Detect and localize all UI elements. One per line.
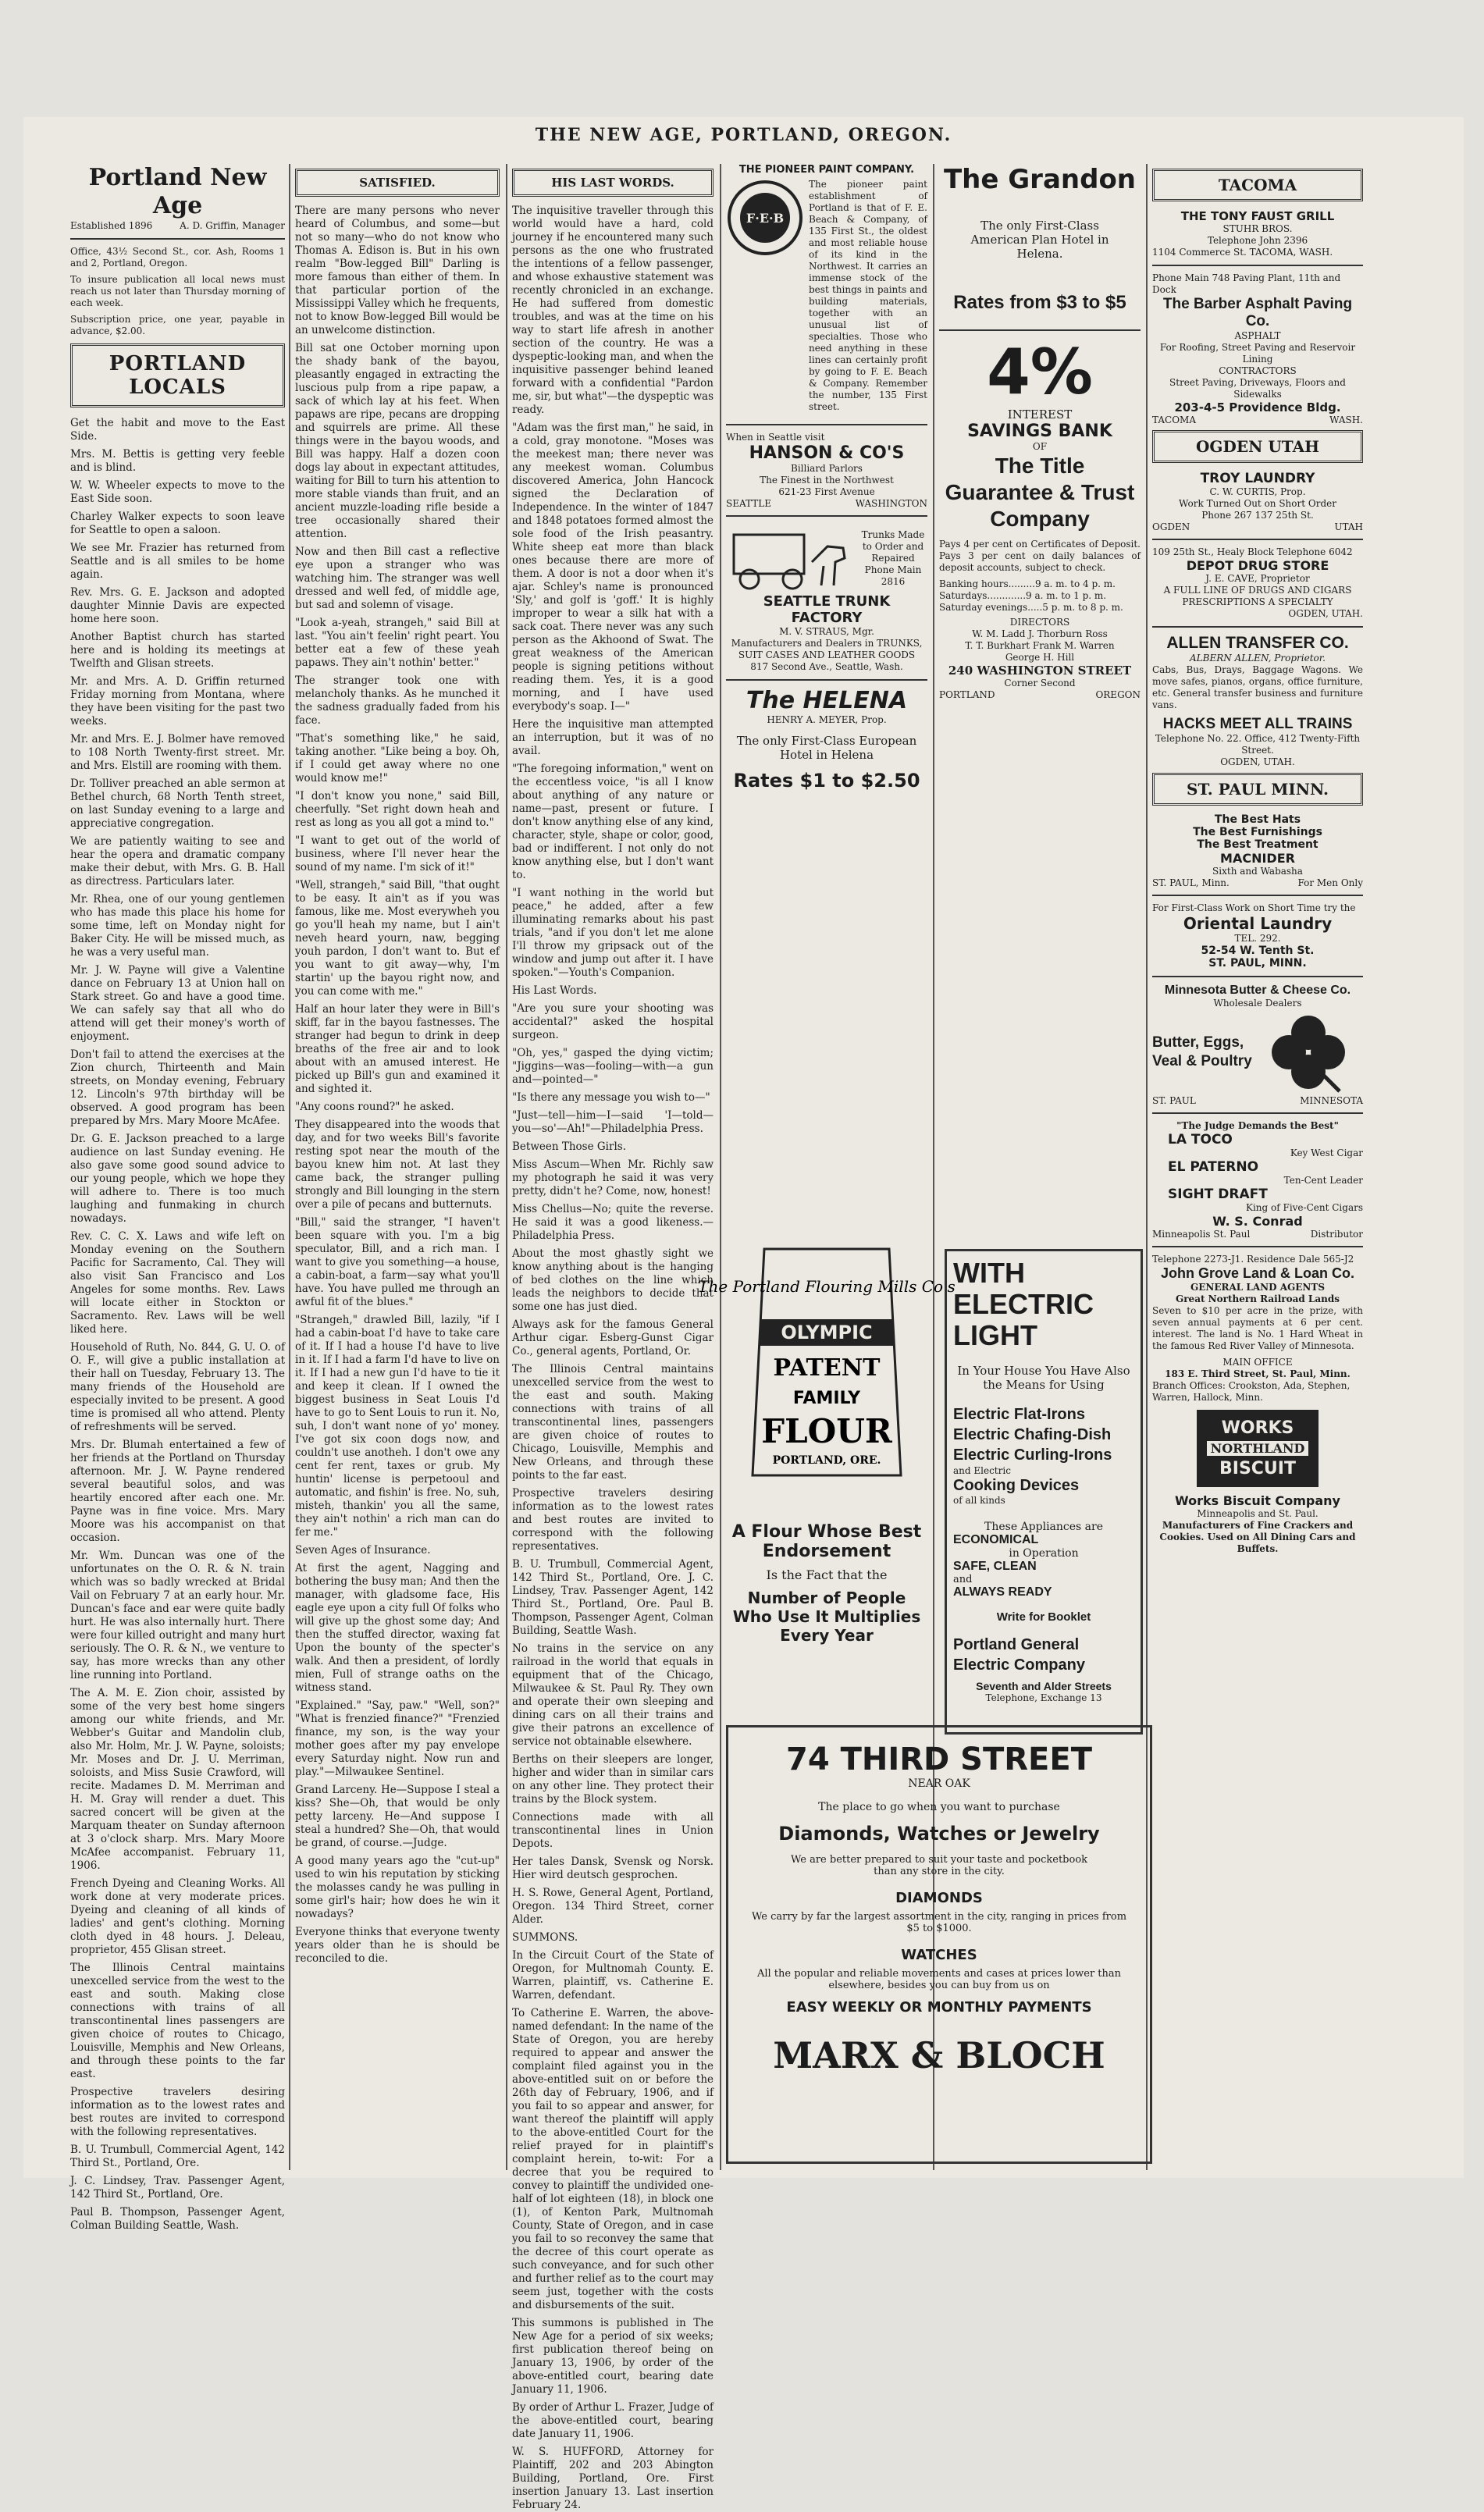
- minneapolis: Minneapolis St. Paul: [1152, 1229, 1251, 1240]
- marx-diamonds: DIAMONDS: [895, 1890, 983, 1906]
- mn-butter: Minnesota Butter & Cheese Co.: [1164, 984, 1351, 997]
- macnider: MACNIDER: [1220, 851, 1295, 866]
- paragraph: "Are you sure your shooting was accidental?" asked the hospital surgeon.: [512, 1002, 714, 1041]
- directors: DIRECTORS: [1009, 617, 1070, 628]
- elec-op: in Operation: [1009, 1547, 1079, 1560]
- city: PORTLAND: [939, 689, 995, 700]
- paragraph: "Strangeh," drawled Bill, lazily, "if I had a cabin-boat I'd have to take care of it. If I had a house I'd have to live in it. If I had a farm I'd have to live on it. If I had a new gun I'd have to tie it and keep it clean. If I owned the biggest business in Seat Louis I'd have to go to Sent Louis to run it. No, suh, I don't want none of yo' money. I've got six coon dogs now, and couldn't use anotheh. I don't owe any cent fer rent, taxes or grub. My huntin' license is perpetooul and automatic, and fishin' is free. No, suh, misteh, thankin' you all the same, they ain't nothin' a rich man can do fer me.": [295, 1314, 500, 1539]
- grove: John Grove Land & Loan Co.: [1160, 1265, 1354, 1281]
- trunk-factory: SEATTLE TRUNK FACTORY: [763, 593, 891, 626]
- grove-address: 183 E. Third Street, St. Paul, Minn.: [1165, 1368, 1351, 1379]
- insure-note: To insure publication all local news must reach us not later than Thursday morning of each week.: [70, 274, 285, 308]
- paragraph: Always ask for the famous General Arthur cigar. Esberg-Gunst Cigar Co., general agents, Portland, Or.: [512, 1318, 714, 1357]
- newspaper-page: [23, 117, 1464, 2511]
- paragraph: No trains in the service on any railroad in the world that equals in equipment that of the Chicago, Milwaukee & St. Paul Ry. They own and operate their own sleeping and dining cars on all their trains and give their patrons an excellence of service not obtainable elsewhere.: [512, 1642, 714, 1748]
- helena-prop: HENRY A. MEYER, Prop.: [767, 714, 887, 725]
- story-heading: SATISFIED.: [295, 169, 500, 197]
- paragraph: Prospective travelers desiring information as to the lowest rates and best routes are invited to correspond with the following representatives.: [70, 2086, 285, 2138]
- paragraph: Grand Larceny. He—Suppose I steal a kiss? She—Oh, that would be only petty larceny. He—And suppose I steal a hundred? She—Oh, that would be grand, of course.—Judge.: [295, 1784, 500, 1849]
- works-city: Minneapolis and St. Paul.: [1197, 1508, 1319, 1519]
- paragraph: The inquisitive traveller through this world would have a hard, cold journey if he encountered many such persons as the one who frustrated the intentions of a fellow passenger, and whose exhaustive statement was recently chronicled in an exchange. He had suffered from domestic troubles, and was at the time on his way to start life afresh in another section of the country. He was a dyspeptic-looking man, and when the inquisitive passenger behind leaned forward with a confidential "Pardon me, sir, but what"—the dyspeptic was ready.: [512, 205, 714, 416]
- paragraph: Paul B. Thompson, Passenger Agent, Colman Building Seattle, Wash.: [70, 2206, 285, 2232]
- director: George H. Hill: [1005, 652, 1075, 663]
- trunk-desc: Manufacturers and Dealers in TRUNKS, SUIT CASES AND LEATHER GOODS: [731, 638, 923, 660]
- locals-body: [70, 417, 285, 2233]
- trunks-note: Trunks Made to Order and Repaired: [861, 528, 925, 564]
- sixth: Sixth and Wabasha: [1212, 866, 1303, 877]
- elec-ready: ALWAYS READY: [953, 1585, 1052, 1599]
- paragraph: Half an hour later they were in Bill's skiff, far in the bayou fastnesses. The stranger had begun to drink in deep breaths of the free air and to look about with an amused interest. He picked up Bill's gun and examined it and sighted it.: [295, 1003, 500, 1095]
- column-ads-3: [1152, 164, 1363, 2170]
- state: MINNESOTA: [1300, 1095, 1363, 1106]
- helena-name: The HELENA: [746, 687, 908, 714]
- paragraph: Connections made with all transcontinental lines in Union Depots.: [512, 1811, 714, 1850]
- hanson-name: HANSON & CO'S: [749, 443, 905, 463]
- paragraph: "Look a-yeah, strangeh," said Bill at last. "You ain't feelin' right peart. You better eat a few of these yeah papaws. They ain't nothin' better.": [295, 617, 500, 669]
- city: ST. PAUL, Minn.: [1152, 877, 1230, 888]
- paragraph: Get the habit and move to the East Side.: [70, 417, 285, 443]
- paragraph: "Any coons round?" he asked.: [295, 1101, 454, 1113]
- grove-tel: Telephone 2273-J1. Residence Dale 565-J2: [1152, 1254, 1354, 1265]
- main-office: MAIN OFFICE: [1222, 1357, 1293, 1368]
- depot-city: OGDEN, UTAH.: [1288, 608, 1363, 619]
- column-ads-2: [939, 164, 1141, 1389]
- conrad: W. S. Conrad: [1212, 1214, 1303, 1229]
- paragraph: B. U. Trumbull, Commercial Agent, 142 Third St., Portland, Ore.: [70, 2144, 285, 2169]
- paragraph: About the most ghastly sight we know anything about is the hanging of bed clothes on the line which leads the neighbors to decide that some one has just died.: [512, 1247, 714, 1313]
- paragraph: Here the inquisitive man attempted an interruption, but it was of no avail.: [512, 718, 714, 757]
- paragraph: They disappeared into the woods that day, and for two weeks Bill's favorite resting spot near the mouth of the bayou knew him not. At last they came back, the stranger pulling strongly and Bill lounging in the stern over a pile of pecans and butternuts.: [295, 1119, 500, 1211]
- marx-name: MARX & BLOCH: [773, 2034, 1105, 2076]
- paragraph: Dr. G. E. Jackson preached to a large audience on last Sunday evening. He also gave some good sound advice to our young people, which we hope they will adhere to. There is too much laughing and funmaking in church nowadays.: [70, 1133, 285, 1225]
- paragraph: Miss Ascum—When Mr. Richly saw my photograph he said it was very pretty, didn't he? Come, now, honest!: [512, 1158, 714, 1197]
- subscription: Subscription price, one year, payable in advance, $2.00.: [70, 314, 285, 336]
- paragraph: W. S. HUFFORD, Attorney for Plaintiff, 202 and 203 Abington Building, Portland, Ore. First insertion January 13. Last insertion February 24.: [512, 2446, 714, 2511]
- paragraph: "I want to get out of the world of business, where I'll never hear the sound of my name. I'm sick of it!": [295, 834, 500, 874]
- latoco: LA TOCO: [1168, 1132, 1233, 1147]
- works-co: Works Biscuit Company: [1175, 1493, 1340, 1508]
- branch: Branch Offices: Crookston, Ada, Stephen, Warren, Hallock, Minn.: [1152, 1380, 1351, 1403]
- paragraph: Berths on their sleepers are longer, higher and wider than in similar cars on any other line. They protect their trains by the Block system.: [512, 1753, 714, 1806]
- works: WORKS: [1221, 1418, 1294, 1438]
- paragraph: "Explained." "Say, paw." "Well, son?" "What is frenzied finance?" "Frenzied finance, my son, is the way your mother goes after my pay envelope every Saturday night. Now run and play."—Milwaukee Sentinel.: [295, 1699, 500, 1778]
- wholesale: Wholesale Dealers: [1213, 998, 1302, 1009]
- helena-desc: The only First-Class European Hotel in Helena: [736, 734, 917, 762]
- elec-kinds: of all kinds: [953, 1495, 1005, 1506]
- elec-and: and Electric: [953, 1465, 1011, 1476]
- distributor: Distributor: [1310, 1229, 1363, 1240]
- paragraph: The Illinois Central maintains unexcelled service from the west to the east and south. Making connections with trains of all transcontinental lines, passengers are given choice of routes to Chicago, Louisville, Memphis and New Orleans, and through these points to the far east.: [512, 1363, 714, 1482]
- hours2: Saturdays.............9 a. m. to 1 p. m.: [939, 590, 1107, 601]
- column-satisfied: [295, 164, 500, 2170]
- elec-cook: Cooking Devices: [953, 1477, 1080, 1494]
- elec-write: Write for Booklet: [996, 1610, 1091, 1624]
- sight: SIGHT DRAFT: [1168, 1187, 1268, 1202]
- paragraph: Now and then Bill cast a reflective eye upon a stranger who was watching him. The stranger was well dressed and well fed, of middle age, but sad and solemn of visage.: [295, 546, 500, 611]
- paragraph: Household of Ruth, No. 844, G. U. O. of O. F., will give a public installation at their hall on Tuesday, February 13. The many friends of the Household are especially invited to be present. A good time is promised all who attend. Plenty of refreshments will be served.: [70, 1341, 285, 1433]
- grandon-rates: Rates from $3 to $5: [953, 292, 1126, 313]
- paragraph: By order of Arthur L. Frazer, Judge of the above-entitled court, bearing date January 11, 1906.: [512, 2401, 714, 2440]
- barber-desc: For Roofing, Street Paving and Reservoir Lining: [1159, 342, 1356, 365]
- grandon-desc: The only First-Class American Plan Hotel in Helena.: [970, 219, 1109, 261]
- allen-prop: ALBERN ALLEN, Proprietor.: [1190, 653, 1326, 664]
- story-body: [295, 205, 500, 1966]
- paragraph: Mr. J. W. Payne will give a Valentine dance on February 13 at Union hall on Stark street. Go and have a good time. We can safely say that all who do attend will get their money's worth of enjoyment.: [70, 964, 285, 1043]
- great-northern: Great Northern Railroad Lands: [1175, 1293, 1340, 1304]
- paragraph: "I want nothing in the world but peace," he added, after a few illuminating remarks about his past trials, "and if you don't let me alone I'll throw my gripsack out of the window and jump out after it. I have spoken."—Youth's Companion.: [512, 887, 714, 979]
- troy-phone: Phone 267 137 25th St.: [1201, 510, 1314, 521]
- hours1: Banking hours.........9 a. m. to 4 p. m.: [939, 578, 1116, 589]
- trunk-phone: Phone Main 2816: [864, 564, 922, 587]
- hacks: HACKS MEET ALL TRAINS: [1162, 716, 1353, 732]
- paragraph: This summons is published in The New Age for a period of six weeks; first publication thereof being on January 13, 1906, by order of the above-entitled court, bearing date January 11, 1906.: [512, 2317, 714, 2396]
- marx-watches: WATCHES: [901, 1947, 977, 1963]
- formen: For Men Only: [1297, 877, 1363, 888]
- depot-desc: A FULL LINE OF DRUGS AND CIGARS: [1163, 585, 1352, 596]
- flour-tagline: [726, 1522, 927, 1645]
- paragraph: "Oh, yes," gasped the dying victim; "Jiggins—was—fooling—with—a gun and—pointed—": [512, 1047, 714, 1086]
- grandon-name: The Grandon: [943, 164, 1137, 195]
- flour-mill: The Portland Flouring Mills Co's: [698, 1277, 956, 1296]
- paragraph: "The foregoing information," went on the eccentless voice, "is all I know about anything of any nature or name—past, present or future. I don't know anything else of any kind, character, style, shape or color, good, bad or indifferent. I not only do not know anything else, but I don't want to.: [512, 763, 714, 881]
- marx-near: NEAR OAK: [908, 1777, 970, 1790]
- bank-address: 240 WASHINGTON STREET: [948, 664, 1132, 678]
- finest: The Finest in the Northwest: [760, 475, 894, 486]
- paragraph: Seven Ages of Insurance.: [295, 1544, 431, 1557]
- northland: NORTHLAND: [1207, 1441, 1308, 1456]
- paint-text: The pioneer paint establishment of Portland is that of F. E. Beach & Company, of 135 First St., the oldest and most reliable house of its kind in the Northwest. It carries an immense stock of the best things in paints and building materials, together with an unusual list of specialties. Those who need anything in these lines can certainly profit by going to F. E. Beach & Company. Remember the number, 135 First street.: [809, 179, 927, 412]
- paragraph: "Bill," said the stranger, "I haven't been square with you. I'm a big speculator, Bill, and a rich man. I want to give you something—a house, a cabin-boat, a farm—say what you'll have. You have pulled me through an awful fit of the blues.": [295, 1216, 500, 1308]
- state: WASH.: [1329, 415, 1363, 425]
- faust: THE TONY FAUST GRILL: [1180, 209, 1335, 223]
- paragraph: J. C. Lindsey, Trav. Passenger Agent, 142 Third St., Portland, Ore.: [70, 2175, 285, 2201]
- depot-spec: PRESCRIPTIONS A SPECIALTY: [1182, 596, 1333, 607]
- column-portland-locals: [70, 164, 285, 2232]
- allen: ALLEN TRANSFER CO.: [1166, 634, 1349, 652]
- flour-ad: [698, 1233, 956, 1546]
- troy: TROY LAUNDRY: [1200, 471, 1315, 486]
- tacoma-heading: TACOMA: [1152, 169, 1363, 201]
- depot-prop: J. E. CAVE, Proprietor: [1205, 573, 1310, 584]
- paragraph: Prospective travelers desiring information as to the lowest rates and best routes are invited to correspond with the following representatives.: [512, 1487, 714, 1553]
- elec-tel: Telephone, Exchange 13: [985, 1692, 1102, 1703]
- paragraph: Mr. Wm. Duncan was one of the unfortunates on the O. R. & N. train which was so badly wrecked at Bridal Vail on February 7 at an early hour. Mr. Duncan's face and ear were quite badly hurt. He was also internally hurt. There were four killed outright and many hurt seriously. The O. R. & N., we venture to say, has more wrecks than any other line running into Portland.: [70, 1550, 285, 1681]
- hours3: Saturday evenings.....5 p. m. to 8 p. m.: [939, 602, 1123, 613]
- works-desc: Manufacturers of Fine Crackers and Cookies. Used on All Dining Cars and Buffets.: [1159, 1520, 1356, 1554]
- grove-desc: Seven to $10 per acre in the prize, with seven annual payments at 6 per cent. interest. The land is No. 1 Hard Wheat in the famous Red River Valley of Minnesota.: [1152, 1305, 1363, 1351]
- paragraph: Another Baptist church has started here and is holding its meetings at Twelfth and Glisan streets.: [70, 631, 285, 670]
- paragraph: Miss Chellus—No; quite the reverse. He said it was a good likeness.—Philadelphia Press.: [512, 1203, 714, 1242]
- elec-address: Seventh and Alder Streets: [976, 1680, 1112, 1692]
- paragraph: Charley Walker expects to soon leave for Seattle to open a saloon.: [70, 511, 285, 536]
- tencent: Ten-Cent Leader: [1283, 1175, 1363, 1186]
- tel-john: Telephone John 2396: [1207, 235, 1308, 246]
- svg-text:F·E·B: F·E·B: [746, 211, 785, 226]
- bank-corner: Corner Second: [1004, 678, 1076, 688]
- oriental-city: ST. PAUL, MINN.: [1208, 957, 1307, 970]
- trunk-address: 817 Second Ave., Seattle, Wash.: [750, 661, 903, 672]
- best-treat: The Best Treatment: [1197, 838, 1319, 851]
- oriental-address: 52-54 W. Tenth St.: [1201, 945, 1315, 957]
- masthead: THE NEW AGE, PORTLAND, OREGON.: [535, 125, 952, 145]
- paragraph: H. S. Rowe, General Agent, Portland, Oregon. 134 Third Street, corner Alder.: [512, 1887, 714, 1926]
- savings-bank: SAVINGS BANK: [967, 422, 1112, 441]
- troy-desc: Work Turned Out on Short Order: [1179, 498, 1336, 509]
- paragraph: The A. M. E. Zion choir, assisted by some of the very best home singers among our white friends, and Mr. Webber's Guitar and Mandolin club, also Mr. Holm, Mr. J. W. Payne, soloists; Mr. Moses and Dr. J. U. Merriman, soloists, and Miss Susie Crawford, will recite. Madames D. M. Merriman and H. M. Gray will render a duet. This sacred concert will be given at the Marquam theater on Sunday afternoon at 3 o'clock sharp. Mrs. Mary Moore McAfee accompanist. February 11, 1906.: [70, 1687, 285, 1872]
- paragraph: "Is there any message you wish to—": [512, 1091, 710, 1104]
- trunk-manager: M. V. STRAUS, Mgr.: [779, 626, 874, 637]
- elec-items: Electric Flat-Irons Electric Chafing-Dish Electric Curling-Irons: [953, 1406, 1112, 1464]
- asphalt: ASPHALT: [1234, 330, 1281, 341]
- locals-heading: PORTLAND LOCALS: [70, 343, 285, 407]
- paragraph: SUMMONS.: [512, 1931, 578, 1944]
- contractors: CONTRACTORS: [1219, 365, 1297, 376]
- electric-ad: [945, 1249, 1143, 1735]
- best-furn: The Best Furnishings: [1193, 826, 1322, 838]
- febco-logo-icon: [726, 179, 804, 257]
- of: OF: [1032, 441, 1048, 452]
- billiard: Billiard Parlors: [791, 463, 863, 474]
- elec-econ: ECONOMICAL: [953, 1533, 1039, 1546]
- flour-sack-icon: [698, 1233, 956, 1491]
- interest: INTEREST: [1007, 407, 1073, 422]
- director: W. M. Ladd J. Thorburn Ross: [972, 628, 1108, 639]
- established: Established 1896: [70, 220, 153, 231]
- paragraph: We see Mr. Frazier has returned from Seattle and is all smiles to be home again.: [70, 542, 285, 581]
- office: Office, 43½ Second St., cor. Ash, Rooms 1 and 2, Portland, Oregon.: [70, 246, 285, 269]
- seattle-visit: When in Seattle visit: [726, 432, 825, 443]
- paragraph: In the Circuit Court of the State of Oregon, for Multnomah County. E. Warren, plaintiff, vs. Catherine E. Warren, defendant.: [512, 1949, 714, 2001]
- paragraph: There are many persons who never heard of Columbus, and some—but not so many—who do not know who Thomas A. Edison is. But in his own realm "Bow-legged Bill" Darling is more famous than either of them. In that particular portion of the Mississippi Valley which he frequents, not to know Bow-legged Bill would be an unwelcome distinction.: [295, 205, 500, 336]
- troy-prop: C. W. CURTIS, Prop.: [1209, 486, 1306, 497]
- director: T. T. Burkhart Frank M. Warren: [965, 640, 1115, 651]
- elec-head: WITH ELECTRIC LIGHT: [953, 1257, 1094, 1351]
- helena-rates: Rates $1 to $2.50: [733, 770, 920, 792]
- paragraph: "I don't know you none," said Bill, cheerfully. "Set right down heah and rest as long as you all got a mind to.": [295, 790, 500, 829]
- paragraph: Bill sat one October morning upon the shady bank of the bayou, pleasantly engaged in extracting the luscious pulp from a ripe papaw, a sack of which lay at his feet. When papaws are ripe, pecans are dropping and squirrels are prime. All these things were in the bayou woods, and Bill was happy. Half a dozen coon dogs lay about in expectant attitudes, waiting for Bill to turn his attention to more stable viands than fruit, and an ancient muzzle-loading rifle beside a tree occasionally shared their attention.: [295, 342, 500, 540]
- barber-phone: Phone Main 748 Paving Plant, 11th and Dock: [1152, 272, 1341, 295]
- marx-diamonds-head: Diamonds, Watches or Jewelry: [778, 1823, 1100, 1845]
- marx-better: We are better prepared to suit your taste and pocketbook than any store in the city.: [790, 1854, 1088, 1877]
- city: TACOMA: [1152, 415, 1196, 425]
- city: OGDEN: [1152, 521, 1190, 532]
- paragraph: Everyone thinks that everyone twenty years older than he is should be reconciled to die.: [295, 1926, 500, 1965]
- bank-desc: Pays 4 per cent on Certificates of Deposit. Pays 3 per cent on daily balances of deposit accounts, subject to check.: [939, 539, 1141, 573]
- paragraph: Her tales Dansk, Svensk og Norsk. Hier wird deutsch gesprochen.: [512, 1856, 714, 1881]
- paragraph: "Adam was the first man," he said, in a cold, gray monotone. "Moses was the meekest man; there never was any meekest woman. Columbus discovered America, John Hancock signed the Declaration of Independence. In the winter of 1847 and 1848 potatoes formed almost the sole food of the Irish peasantry. White sheep eat more than black ones because there are more of them. A door is not a door when it's ajar. Schley's name is pronounced 'Sly,' and golf is 'goff.' It is highly improper to wear a silk hat with a sack coat. There never was any such person as the Akhoond of Swat. The great weakness of the American people is signing petitions without reading them. Yes, it is a good morning, and I have used everybody's soap. I—": [512, 422, 714, 713]
- paint-heading: THE PIONEER PAINT COMPANY.: [738, 164, 915, 176]
- depot: DEPOT DRUG STORE: [1186, 558, 1329, 573]
- marx-bloch-ad: [726, 1725, 1152, 2164]
- oriental: Oriental Laundry: [1183, 914, 1333, 933]
- city: ST. PAUL: [1152, 1095, 1196, 1106]
- barber-desc2: Street Paving, Driveways, Floors and Sidewalks: [1169, 377, 1346, 400]
- barber-address: 203-4-5 Providence Bldg.: [1174, 400, 1341, 415]
- state: WASHINGTON: [855, 498, 927, 509]
- paragraph: B. U. Trumbull, Commercial Agent, 142 Third St., Portland, Ore. J. C. Lindsey, Trav. Passenger Agent, 142 Third St., Portland, Ore. Paul B. Thompson, Passenger Agent, Colman Building, Seattle Wash.: [512, 1558, 714, 1637]
- paragraph: Rev. C. C. X. Laws and wife left on Monday evening on the Southern Pacific for Sacramento, Cal. They will also visit San Francisco and Los Angeles for some months. Rev. Laws will locate either in Stockton or Sacramento. Rev. Laws will be well liked here.: [70, 1230, 285, 1336]
- paterno: EL PATERNO: [1168, 1159, 1259, 1175]
- paragraph: To Catherine E. Warren, the above-named defendant: In the name of the State of Oregon, you are hereby required to appear and answer the complaint filed against you in the above-entitled suit on or before the 26th day of February, 1906, and if you fail to so appear and answer, for want thereof the plaintiff will apply to the above-entitled Court for the relief prayed for in plaintiff's complaint herein, to-wit: For a decree that you be required to convey to plaintiff the undivided one-half of lot eighteen (18), in block one (1), of Kenton Park, Multnomah County, State of Oregon, and in case you fail to so reconvey the same that the decree of this court operate as such conveyance, and for such other and further relief as to the court may seem just, together with the costs and disbursements of the suit.: [512, 2007, 714, 2311]
- firstclass: For First-Class Work on Short Time try the: [1152, 902, 1356, 913]
- paragraph: Mr. Rhea, one of our young gentlemen who has made this place his home for some time, left on Monday night for Baker City. He will be missed much, as he was a very useful man.: [70, 893, 285, 959]
- paragraph: "Just—tell—him—I—said 'I—told—you—so'—Ah!"—Philadelphia Press.: [512, 1109, 714, 1135]
- interest-pct: 4%: [987, 336, 1093, 408]
- story-body: [512, 205, 714, 2512]
- stuhr: STUHR BROS.: [1222, 223, 1293, 234]
- keywest: Key West Cigar: [1290, 1147, 1363, 1158]
- stpaul-heading: ST. PAUL MINN.: [1152, 773, 1363, 806]
- butter-items: Butter, Eggs, Veal & Poultry: [1152, 1034, 1252, 1069]
- flour-patent: PATENT: [773, 1354, 881, 1382]
- paragraph: A good many years ago the "cut-up" used to win his reputation by sticking the molasses candy he was pulling in some girl's hair; how does he win it nowadays?: [295, 1855, 500, 1920]
- paragraph: The stranger took one with melancholy thanks. As he munched it the sadness gradually faded from his face.: [295, 674, 500, 727]
- flour-city: PORTLAND, ORE.: [772, 1454, 881, 1467]
- paragraph: Mr. and Mrs. E. J. Bolmer have removed to 108 North Twenty-first street. Mr. and Mrs. Elstill are rooming with them.: [70, 733, 285, 772]
- paragraph: Dr. Tolliver preached an able sermon at Bethel church, 68 North Tenth street, on last Sunday evening to a large and appreciative congregation.: [70, 777, 285, 830]
- column-rule: [289, 164, 290, 2170]
- paragraph: We are patiently waiting to see and hear the opera and dramatic company make their debut, with Mrs. G. B. Hall as directress. Particulars later.: [70, 835, 285, 888]
- paragraph: "That's something like," he said, taking another. "Like being a boy. Oh, if I could get away where no one would know me!": [295, 732, 500, 785]
- story-heading: HIS LAST WORDS.: [512, 169, 714, 197]
- marx-all-pop: All the popular and reliable movements and cases at prices lower than elsewhere, besides you can buy from us on: [756, 1968, 1122, 1991]
- newspaper-title: Portland New Age: [88, 164, 267, 219]
- horse-wagon-icon: [726, 523, 859, 593]
- state: UTAH: [1334, 521, 1363, 532]
- column-his-last-words: [512, 164, 714, 2511]
- paragraph: The Illinois Central maintains unexcelled service from the west to the east and south. Making close connections with trains of all transcontinental lines passengers are given choice of routes to Chicago, Louisville, Memphis and New Orleans, and through these points to the far east.: [70, 1962, 285, 2080]
- marx-easy: EASY WEEKLY OR MONTHLY PAYMENTS: [786, 1999, 1092, 2016]
- best-hats: The Best Hats: [1214, 813, 1301, 826]
- marx-street: 74 THIRD STREET: [786, 1742, 1092, 1777]
- elec-safe: SAFE, CLEAN: [953, 1560, 1037, 1573]
- paragraph: Don't fail to attend the exercises at the Zion church, Thirteenth and Main streets, on Monday evening, February 12. Lincoln's 97th birthday will be observed. A good program has been prepared by Mrs. Mary Moore McAfee.: [70, 1048, 285, 1127]
- paragraph: Mr. and Mrs. A. D. Griffin returned Friday morning from Montana, where they have been visiting for the past two weeks.: [70, 675, 285, 728]
- flour-olympic: OLYMPIC: [781, 1322, 873, 1343]
- allen-city: OGDEN, UTAH.: [1220, 756, 1295, 767]
- grove-agents: GENERAL LAND AGENTS: [1190, 1282, 1325, 1293]
- marx-carry: We carry by far the largest assortment in the city, ranging in prices from $5 to $1000.: [751, 1911, 1127, 1934]
- paragraph: "Well, strangeh," said Bill, "that ought to be easy. It ain't as if you was famous, like me. Most everywheh you go you'll heah my name, but I ain't neveh heard yourn, naw, begging youh pardon, I don't want to. But ef you want to git away—why, I'm startin' up the bayou right now, and you can come with me.": [295, 879, 500, 998]
- paragraph: French Dyeing and Cleaning Works. All work done at very moderate prices. Dyeing and cleaning of all kinds of ladies' and gent's clothing. Morning cloth dyed in 48 hours. J. Deleau, proprietor, 455 Glisan street.: [70, 1877, 285, 1956]
- clover-icon: [1265, 1009, 1351, 1095]
- works-biscuit-logo: [1197, 1410, 1319, 1487]
- paragraph: Rev. Mrs. G. E. Jackson and adopted daughter Minnie Davis are expected home here soon.: [70, 586, 285, 625]
- column-rule: [506, 164, 507, 2170]
- elec-and2: and: [953, 1574, 973, 1585]
- ogden-heading: OGDEN UTAH: [1152, 430, 1363, 463]
- paragraph: His Last Words.: [512, 984, 597, 997]
- paragraph: W. W. Wheeler expects to move to the East Side soon.: [70, 479, 285, 505]
- paragraph: Mrs. Dr. Blumah entertained a few of her friends at the Portland on Thursday afternoon. Mr. J. W. Payne rendered several beautiful solos, and was heartily encored after each one. Mr. Payne was in fine voice. Mrs. Mary Moore was his accompanist on that occasion.: [70, 1439, 285, 1544]
- hanson-address: 621-23 First Avenue: [778, 486, 875, 497]
- judge: "The Judge Demands the Best": [1176, 1120, 1339, 1131]
- paragraph: Between Those Girls.: [512, 1140, 626, 1153]
- title-guarantee: The Title Guarantee & Trust Company: [945, 454, 1135, 531]
- elec-company: Portland General Electric Company: [953, 1636, 1085, 1674]
- city: SEATTLE: [726, 498, 771, 509]
- paragraph: At first the agent, Nagging and bothering the busy man; And then the manager, with gladsome face, His eagle eye upon a city full Of folks who will give up the ghost some day; And then the stuffed director, waxing fat Upon the bounty of the specter's walk. And then a president, of lordly mien, Full of strange oaths on the witness stand.: [295, 1562, 500, 1694]
- paragraph: Mrs. M. Bettis is getting very feeble and is blind.: [70, 448, 285, 474]
- flour-family: FAMILY: [792, 1389, 861, 1408]
- biscuit: BISCUIT: [1219, 1459, 1296, 1478]
- flour-word: FLOUR: [761, 1412, 892, 1450]
- allen-desc: Cabs, Bus, Drays, Baggage Wagons. We move safes, pianos, organs, office furniture, etc. General transfer business and furniture vans.: [1152, 664, 1363, 710]
- manager: A. D. Griffin, Manager: [180, 220, 285, 231]
- elec-sub: In Your House You Have Also the Means for Using: [957, 1364, 1130, 1392]
- column-rule: [720, 164, 721, 2170]
- column-ads-1: [726, 164, 927, 1389]
- faust-address: 1104 Commerce St. TACOMA, WASH.: [1152, 247, 1333, 258]
- barber-name: The Barber Asphalt Paving Co.: [1162, 296, 1353, 329]
- flour-tag: A Flour Whose Best Endorsement: [731, 1522, 922, 1561]
- depot-address: 109 25th St., Healy Block Telephone 6042: [1152, 546, 1353, 557]
- state: OREGON: [1095, 689, 1141, 700]
- fivecent: King of Five-Cent Cigars: [1245, 1202, 1363, 1213]
- oriental-tel: TEL. 292.: [1234, 933, 1281, 944]
- flour-tag2: Is the Fact that the: [766, 1567, 888, 1582]
- allen-tel: Telephone No. 22. Office, 412 Twenty-Fifth Street.: [1155, 733, 1361, 756]
- elec-app: These Appliances are: [984, 1521, 1103, 1533]
- marx-place: The place to go when you want to purchase: [818, 1801, 1060, 1813]
- flour-tag3: Number of People Who Use It Multiplies Every Year: [732, 1589, 921, 1645]
